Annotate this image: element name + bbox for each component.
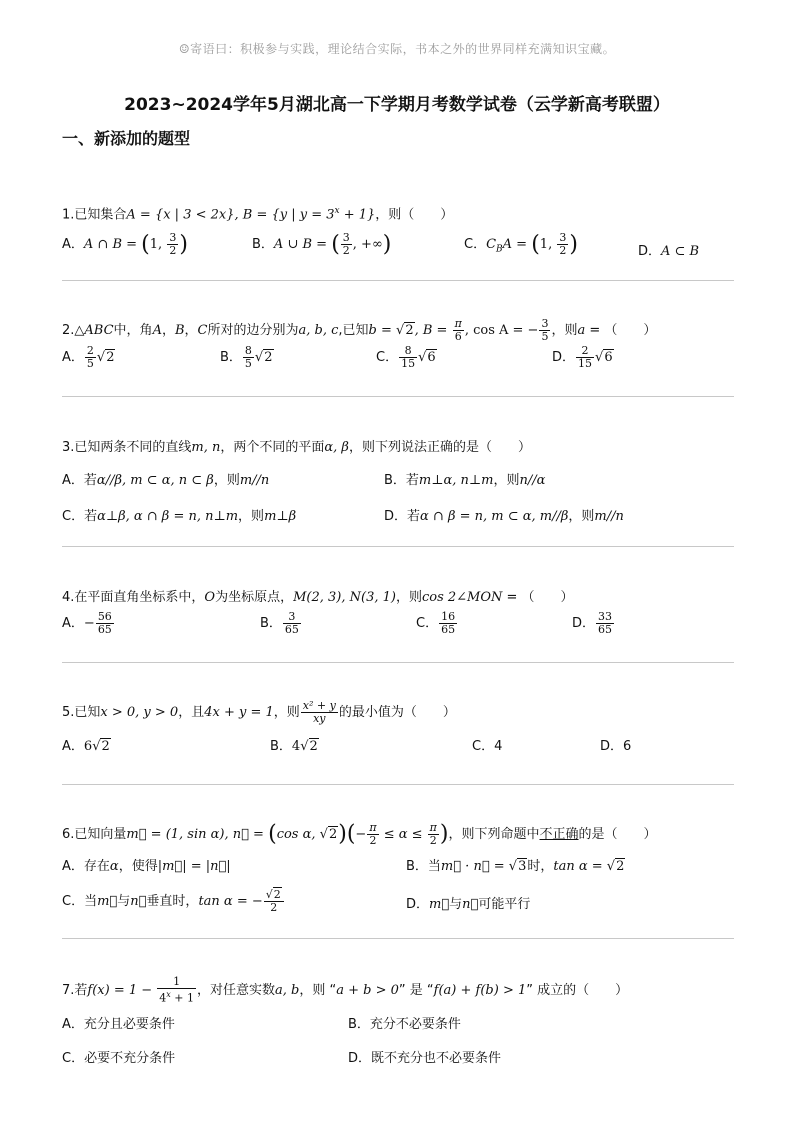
fraction (367, 822, 378, 847)
numerator: 8 (399, 345, 417, 358)
fraction (341, 232, 352, 257)
question-2 (62, 318, 734, 379)
option-label: B． (270, 739, 292, 754)
denominator: 6 (454, 330, 462, 343)
option-math: m⃗ · n⃗ = (440, 859, 509, 874)
option-label: C． (416, 616, 439, 631)
denominator: 65 (441, 623, 456, 636)
option-math: 1, (539, 237, 557, 253)
numerator: 3 (342, 231, 350, 245)
stem-text: = （ ） (585, 323, 657, 338)
header-motto: ☺寄语曰：积极参与实践，理论结合实际，书本之外的世界同样充满知识宝藏。 (178, 42, 616, 56)
numerator: 2 (86, 344, 94, 357)
question-stem (62, 200, 734, 226)
question-3 (62, 437, 734, 539)
denominator: 15 (401, 357, 416, 370)
stem-math: a, b (275, 982, 300, 998)
fraction (157, 976, 196, 1005)
option-a[interactable] (62, 611, 115, 636)
stem-text: ，两个不同的平面 (220, 440, 325, 455)
sqrt: √2 (606, 859, 625, 874)
option-c[interactable] (62, 505, 296, 524)
option-b[interactable] (252, 232, 391, 257)
fraction (596, 611, 614, 636)
option-math: m⊥α, n⊥m (418, 473, 494, 488)
denominator: 15 (578, 357, 593, 370)
denominator: 5 (86, 357, 94, 370)
stem-text: ，对任意实数 (197, 982, 276, 998)
option-label: C． (376, 350, 399, 365)
stem-math: a (577, 323, 586, 338)
option-label: B． (252, 237, 274, 253)
option-label: D．6 (600, 739, 632, 754)
sqrt: √2 (254, 350, 273, 365)
stem-text: ，则 “ (299, 982, 337, 998)
option-math: A ⊂ B (661, 244, 700, 260)
denominator-exp: x (166, 990, 171, 999)
option-label: C．若 (62, 509, 98, 524)
stem-math: A = {x | 3 < 2x}, B = {y | y = 3 (126, 207, 335, 223)
denominator (157, 989, 196, 1005)
radicand: 2 (309, 739, 318, 754)
numerator: π (454, 317, 462, 330)
option-math: − (83, 616, 95, 631)
exam-title: 2023~2024学年5月湖北高一下学期月考数学试卷（云学新高考联盟） (124, 95, 670, 115)
stem-math: f(a) + f(b) > 1 (433, 982, 527, 998)
sqrt: √6 (595, 350, 613, 365)
paren-right: ) (569, 232, 578, 258)
denominator: 2 (169, 244, 177, 258)
fraction (428, 822, 439, 847)
fraction (453, 318, 464, 343)
option-math: m//n (239, 473, 270, 488)
stem-math: b = (368, 323, 397, 338)
question-stem (62, 700, 734, 725)
paren-right: ) (439, 821, 449, 847)
stem-text: 1.已知集合 (62, 207, 127, 223)
option-d[interactable] (384, 505, 624, 524)
numerator: 8 (244, 344, 252, 357)
option-label: A． (62, 350, 84, 365)
stem-math: ABC (84, 323, 114, 338)
option-label: A．存在 (62, 859, 110, 874)
stem-math-sup: x (334, 206, 340, 216)
stem-math: O (204, 590, 216, 605)
option-text: ，使得 (118, 859, 158, 874)
stem-text: 为坐标原点， (215, 590, 294, 605)
option-c[interactable] (464, 232, 578, 257)
sqrt: √2 (396, 323, 414, 338)
option-d[interactable] (572, 611, 615, 636)
option-math: m⃗ (97, 894, 118, 909)
fraction (85, 345, 96, 370)
option-label: A． (62, 237, 84, 253)
option-math: n//α (519, 473, 546, 488)
stem-text: ， (161, 323, 175, 338)
question-stem (62, 587, 734, 609)
option-label: C． (464, 237, 487, 253)
stem-math: m⃗ = (1, sin α), n⃗ = (126, 827, 269, 842)
option-b[interactable] (406, 855, 625, 874)
option-a[interactable] (62, 232, 188, 257)
sqrt: √6 (418, 350, 436, 365)
denominator: xy (313, 712, 326, 725)
stem-emphasis: 不正确 (539, 827, 579, 842)
numerator: 56 (97, 610, 112, 623)
stem-text: ” 是 “ (398, 982, 434, 998)
stem-text: = （ ） (502, 590, 574, 605)
option-d[interactable] (552, 345, 614, 370)
denominator: 65 (598, 623, 613, 636)
fraction (557, 232, 568, 257)
question-5 (62, 700, 734, 763)
divider (62, 280, 734, 281)
radicand: 6 (427, 350, 436, 365)
numerator: 3 (169, 231, 177, 245)
stem-math: A (152, 323, 162, 338)
paren-right: ) (382, 232, 392, 258)
option-b[interactable] (260, 611, 302, 636)
radicand: 3 (518, 859, 527, 874)
numerator: 3 (559, 231, 567, 245)
option-d[interactable] (348, 1047, 501, 1066)
option-c[interactable] (62, 889, 285, 914)
stem-math: α, β (324, 440, 349, 455)
numerator: 2 (576, 345, 594, 358)
option-text: ，则 (568, 509, 595, 524)
option-math: 6 (83, 739, 93, 754)
stem-text: 的最小值为（ ） (338, 705, 456, 720)
stem-text: ，则 (395, 590, 422, 605)
stem-math: , cos A = − (464, 323, 539, 338)
paren-left: ( (346, 821, 356, 847)
fraction (539, 318, 550, 343)
option-math: α ∩ β = n, m ⊂ α, m//β (420, 509, 569, 524)
option-text: 与 (117, 894, 131, 909)
stem-math: cos α, (276, 827, 320, 842)
option-math: n⃗ (130, 894, 147, 909)
stem-math: B (174, 323, 185, 338)
stem-math: M(2, 3), N(3, 1) (293, 590, 396, 605)
paren-left: ( (141, 232, 150, 258)
option-math: m⊥β (264, 509, 297, 524)
option-label: B．若 (384, 473, 419, 488)
option-label: B．充分不必要条件 (348, 1016, 461, 1032)
stem-text: ，且 (178, 705, 205, 720)
option-math: |m⃗| = |n⃗| (157, 859, 231, 874)
option-b[interactable] (220, 345, 274, 370)
question-stem (62, 976, 734, 1005)
numerator: 33 (598, 610, 613, 623)
denominator-base: 4 (159, 991, 167, 1005)
stem-math: a + b > 0 (336, 982, 399, 998)
stem-text: ，则下列命题中 (448, 827, 540, 842)
option-label: B．当 (406, 859, 441, 874)
stem-text: 2.△ (62, 323, 85, 338)
numerator: 3 (541, 317, 549, 330)
option-a[interactable] (62, 855, 231, 874)
sqrt: √2 (319, 827, 338, 842)
option-label: D． (552, 350, 576, 365)
stem-text: 6.已知向量 (62, 827, 127, 842)
stem-math: − (355, 827, 367, 842)
numerator: π (429, 821, 437, 834)
radicand: 2 (106, 350, 115, 365)
option-c[interactable] (416, 611, 458, 636)
divider (62, 396, 734, 397)
radicand: 2 (273, 888, 281, 901)
option-label: B． (260, 616, 282, 631)
option-c[interactable] (472, 735, 502, 754)
sqrt: √3 (508, 859, 527, 874)
option-math: , +∞ (352, 237, 383, 253)
numerator: √2 (264, 889, 284, 902)
divider (62, 938, 734, 939)
denominator: 5 (541, 330, 549, 343)
sqrt: √2 (92, 739, 110, 754)
denominator: 2 (559, 244, 567, 258)
radicand: 6 (604, 350, 613, 365)
stem-text: ，则（ ） (375, 207, 454, 223)
option-math: tan α = (553, 859, 607, 874)
option-text: 与 (449, 897, 463, 912)
stem-text: 5.已知 (62, 705, 101, 720)
option-label: A． (62, 616, 84, 631)
option-text: ，则 (238, 509, 265, 524)
option-text: 时， (527, 859, 554, 874)
option-text: 垂直时， (146, 894, 199, 909)
question-stem (62, 437, 734, 459)
sqrt: √2 (300, 739, 318, 754)
option-math: α⊥β, α ∩ β = n, n⊥m (97, 509, 239, 524)
divider (62, 784, 734, 785)
section-title: 一、新添加的题型 (62, 129, 191, 148)
stem-text: 的是（ ） (578, 827, 657, 842)
option-a[interactable] (62, 345, 115, 370)
stem-math: m, n (191, 440, 221, 455)
denominator: 65 (284, 623, 299, 636)
stem-math: cos 2∠MON (421, 590, 503, 605)
stem-text: ，则下列说法正确的是（ ） (348, 440, 531, 455)
option-label: C．当 (62, 894, 98, 909)
option-math: α (109, 859, 119, 874)
stem-text: 7.若 (62, 982, 88, 998)
divider (62, 546, 734, 547)
radicand: 2 (101, 739, 110, 754)
option-b[interactable] (270, 735, 319, 754)
option-label: B． (220, 350, 242, 365)
stem-text: 4.在平面直角坐标系中， (62, 590, 205, 605)
option-a[interactable] (62, 735, 111, 754)
denominator: 2 (270, 901, 278, 914)
stem-text: ， (184, 323, 198, 338)
option-math: m⃗ (429, 897, 450, 912)
stem-math: x > 0, y > 0 (100, 705, 179, 720)
option-a[interactable] (62, 1013, 175, 1032)
denominator: 2 (369, 834, 377, 847)
paren-left: ( (531, 232, 540, 258)
denominator: 2 (342, 244, 350, 258)
numerator: x² + y (302, 699, 336, 712)
option-label: D． (638, 244, 662, 260)
denominator: 2 (429, 834, 437, 847)
fraction (399, 345, 417, 370)
paren-right: ) (179, 232, 188, 258)
numerator: 16 (441, 610, 456, 623)
denominator: 65 (97, 623, 112, 636)
option-label: D． (572, 616, 596, 631)
radicand: 2 (616, 859, 625, 874)
fraction (96, 611, 114, 636)
option-math-sub: B (496, 244, 503, 255)
stem-math: a, b, c (298, 323, 339, 338)
option-math: A ∩ B = (83, 237, 142, 253)
option-d[interactable] (406, 893, 530, 912)
stem-math: C (197, 323, 208, 338)
numerator: 1 (157, 976, 196, 989)
stem-math: ≤ α ≤ (379, 827, 427, 842)
question-stem (62, 318, 734, 343)
paren-left: ( (331, 232, 340, 258)
stem-math: , B = (414, 323, 452, 338)
option-label: D． (406, 897, 430, 912)
option-math: 1, (149, 237, 167, 253)
option-text: ，则 (213, 473, 240, 488)
stem-text: 中，角 (113, 323, 153, 338)
option-label: A． (62, 739, 84, 754)
fraction (264, 889, 284, 914)
fraction (283, 611, 301, 636)
option-label: D．若 (384, 509, 421, 524)
stem-text: 所对的边分别为 (207, 323, 299, 338)
fraction (301, 700, 338, 725)
option-label: C．4 (472, 739, 503, 754)
option-math: C (486, 237, 497, 253)
radicand: 2 (264, 350, 273, 365)
stem-text: ，则 (551, 323, 578, 338)
question-1 (62, 200, 734, 270)
stem-math: 4x + y = 1 (204, 705, 274, 720)
question-6 (62, 822, 734, 929)
question-stem (62, 822, 734, 847)
option-math: A = (502, 237, 532, 253)
option-label: D．既不充分也不必要条件 (348, 1050, 502, 1066)
option-math: m//n (594, 509, 624, 524)
stem-text: ,已知 (338, 323, 369, 338)
option-c[interactable] (62, 1047, 175, 1066)
option-label: C．必要不充分条件 (62, 1050, 176, 1066)
stem-math: + 1} (339, 207, 376, 223)
option-d[interactable] (600, 735, 631, 754)
numerator: 3 (283, 611, 301, 624)
paren-left: ( (268, 821, 277, 847)
fraction (167, 232, 178, 257)
option-text: 可能平行 (478, 897, 531, 912)
numerator: π (369, 821, 377, 834)
denominator-rest: + 1 (170, 991, 195, 1005)
option-math: 4 (291, 739, 301, 754)
radicand: 2 (405, 323, 414, 338)
option-label: A．若 (62, 473, 97, 488)
fraction (576, 345, 594, 370)
option-math: α//β, m ⊂ α, n ⊂ β (96, 473, 214, 488)
option-c[interactable] (376, 345, 437, 370)
fraction (243, 345, 254, 370)
option-math: A ∪ B = (273, 237, 332, 253)
option-d[interactable] (638, 240, 699, 259)
stem-text: 3.已知两条不同的直线 (62, 440, 192, 455)
stem-math: f(x) = 1 − (87, 982, 157, 998)
question-4 (62, 587, 734, 647)
option-math: tan α = − (198, 894, 263, 909)
option-label: A．充分且必要条件 (62, 1016, 175, 1032)
radicand: 2 (328, 827, 338, 842)
fraction (439, 611, 457, 636)
option-a[interactable] (62, 469, 269, 488)
stem-text: ” 成立的（ ） (526, 982, 629, 998)
divider (62, 662, 734, 663)
question-7 (62, 976, 734, 1083)
sqrt: √2 (96, 350, 115, 365)
stem-text: ，则 (273, 705, 300, 720)
denominator: 5 (244, 357, 252, 370)
option-b[interactable] (348, 1013, 461, 1032)
paren-right: ) (338, 821, 347, 847)
option-b[interactable] (384, 469, 545, 488)
option-text: ，则 (493, 473, 520, 488)
option-math: n⃗ (462, 897, 479, 912)
